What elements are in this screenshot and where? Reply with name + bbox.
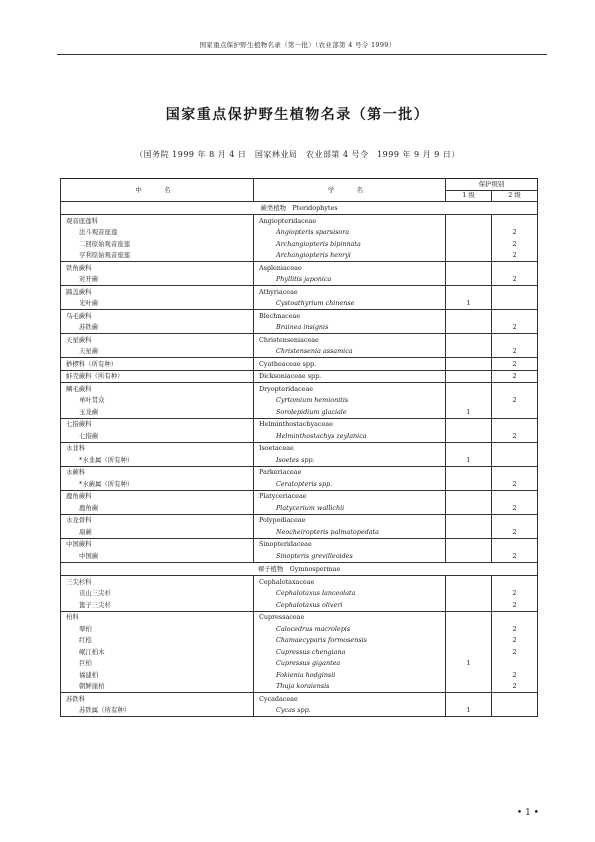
species-chinese-name: 巨柏 <box>61 658 254 670</box>
group-label: 蕨类植物 Pteridophytes <box>61 202 538 215</box>
level-2-cell <box>492 383 538 395</box>
species-scientific-name: Cycas spp. <box>254 705 446 717</box>
level-2-cell <box>492 298 538 310</box>
species-chinese-name: 贡山三尖杉 <box>61 588 254 600</box>
level-2-cell: 2 <box>492 646 538 658</box>
level-2-cell: 2 <box>492 370 538 383</box>
table-header <box>61 179 538 202</box>
species-row <box>61 322 538 334</box>
family-scientific-name: Dicksoniaceae spp. <box>254 370 446 383</box>
level-2-cell <box>492 514 538 526</box>
species-scientific-name: Cystoathyrium chinense <box>254 298 446 310</box>
family-row <box>61 418 538 430</box>
species-chinese-name: *水蕨属（所有种） <box>61 478 254 490</box>
family-row <box>61 514 538 526</box>
species-chinese-name: 鹿角蕨 <box>61 502 254 514</box>
family-chinese-name: 中国蕨科 <box>61 538 254 550</box>
level-1-cell <box>446 526 492 538</box>
level-1-cell <box>446 227 492 239</box>
species-scientific-name: Brainea insignis <box>254 322 446 334</box>
species-row <box>61 298 538 310</box>
species-scientific-name: Fokienia hodginsii <box>254 669 446 681</box>
level-1-cell <box>446 514 492 526</box>
level-2-cell: 2 <box>492 346 538 358</box>
level-1-cell: 1 <box>446 658 492 670</box>
level-2-cell <box>492 334 538 346</box>
level-2-cell <box>492 490 538 502</box>
species-scientific-name: Cephalotaxus oliveri <box>254 599 446 611</box>
species-scientific-name: Cupressus gigantea <box>254 658 446 670</box>
family-row <box>61 358 538 371</box>
level-1-cell <box>446 250 492 262</box>
level-2-cell <box>492 538 538 550</box>
species-chinese-name: 苏铁属（所有种） <box>61 705 254 717</box>
species-row <box>61 346 538 358</box>
header-level-1: 1 级 <box>446 190 492 202</box>
species-row <box>61 588 538 600</box>
family-row <box>61 262 538 274</box>
level-2-cell <box>492 286 538 298</box>
species-row <box>61 646 538 658</box>
species-row <box>61 526 538 538</box>
species-chinese-name: 苏铁蕨 <box>61 322 254 334</box>
species-chinese-name: 七指蕨 <box>61 430 254 442</box>
species-scientific-name: Phyllitis japonica <box>254 274 446 286</box>
level-1-cell <box>446 681 492 693</box>
family-row <box>61 370 538 383</box>
species-scientific-name: Thuja koraiensis <box>254 681 446 693</box>
species-chinese-name: 玉龙蕨 <box>61 406 254 418</box>
level-1-cell <box>446 310 492 322</box>
species-scientific-name: Archangiopteris bipinnata <box>254 238 446 250</box>
family-chinese-name: 鳞毛蕨科 <box>61 383 254 395</box>
species-row <box>61 669 538 681</box>
level-1-cell <box>446 215 492 227</box>
species-row <box>61 227 538 239</box>
level-2-cell <box>492 658 538 670</box>
level-1-cell <box>446 383 492 395</box>
level-2-cell: 2 <box>492 358 538 371</box>
species-chinese-name: 红桧 <box>61 635 254 647</box>
level-2-cell: 2 <box>492 669 538 681</box>
level-1-cell <box>446 442 492 454</box>
level-1-cell <box>446 262 492 274</box>
level-1-cell <box>446 538 492 550</box>
level-1-cell <box>446 478 492 490</box>
species-scientific-name: Calocedrus macrolepis <box>254 623 446 635</box>
family-scientific-name: Parkeriaceae <box>254 466 446 478</box>
family-row <box>61 466 538 478</box>
family-row <box>61 215 538 227</box>
species-row <box>61 502 538 514</box>
level-2-cell <box>492 310 538 322</box>
family-scientific-name: Cupressaceae <box>254 611 446 623</box>
species-row <box>61 705 538 717</box>
document-subtitle: （国务院 1999 年 8 月 4 日 国家林业局 农业部第 4 号令 1999 年 9 月 9 日） <box>135 150 460 159</box>
level-1-cell <box>446 693 492 705</box>
species-chinese-name: 扇蕨 <box>61 526 254 538</box>
family-chinese-name: 天星蕨科 <box>61 334 254 346</box>
species-row <box>61 238 538 250</box>
level-1-cell <box>446 370 492 383</box>
species-scientific-name: Sinopteris grevilleoides <box>254 550 446 562</box>
species-row <box>61 681 538 693</box>
species-chinese-name: 中国蕨 <box>61 550 254 562</box>
species-row <box>61 550 538 562</box>
family-chinese-name: 苏铁科 <box>61 693 254 705</box>
group-label: 裸子植物 Gymnospermae <box>61 562 538 575</box>
family-chinese-name: 乌毛蕨科 <box>61 310 254 322</box>
level-2-cell <box>492 693 538 705</box>
family-scientific-name: Cyatheaceae spp. <box>254 358 446 371</box>
level-1-cell: 1 <box>446 705 492 717</box>
species-row <box>61 658 538 670</box>
family-scientific-name: Helminthostachyaceae <box>254 418 446 430</box>
level-2-cell: 2 <box>492 395 538 407</box>
species-chinese-name: 法斗观音座莲 <box>61 227 254 239</box>
level-1-cell: 1 <box>446 454 492 466</box>
level-1-cell <box>446 286 492 298</box>
family-scientific-name: Dryopteridaceae <box>254 383 446 395</box>
family-scientific-name: Platyceriaceae <box>254 490 446 502</box>
family-scientific-name: Isoetaceae <box>254 442 446 454</box>
family-row <box>61 693 538 705</box>
level-2-cell <box>492 611 538 623</box>
header-scientific-name: 学 名 <box>254 179 446 202</box>
level-1-cell: 1 <box>446 406 492 418</box>
level-2-cell: 2 <box>492 599 538 611</box>
species-scientific-name: Cephalotaxus lanceolata <box>254 588 446 600</box>
group-row <box>61 202 538 215</box>
family-chinese-name: 观音座莲科 <box>61 215 254 227</box>
level-1-cell <box>446 550 492 562</box>
level-2-cell <box>492 466 538 478</box>
family-scientific-name: Cycadaceae <box>254 693 446 705</box>
family-chinese-name: 蹄盖蕨科 <box>61 286 254 298</box>
species-row <box>61 599 538 611</box>
level-2-cell <box>492 406 538 418</box>
family-scientific-name: Blechnaceae <box>254 310 446 322</box>
family-scientific-name: Angiopteridaceae <box>254 215 446 227</box>
family-chinese-name: 柏科 <box>61 611 254 623</box>
header-level-2: 2 级 <box>492 190 538 202</box>
species-scientific-name: Neocheiropteris palmatopedata <box>254 526 446 538</box>
species-row <box>61 623 538 635</box>
level-1-cell <box>446 646 492 658</box>
page-number: • 1 • <box>516 808 539 818</box>
family-row <box>61 576 538 588</box>
family-chinese-name: 水龙骨科 <box>61 514 254 526</box>
level-2-cell: 2 <box>492 274 538 286</box>
species-chinese-name: 翠柏 <box>61 623 254 635</box>
species-scientific-name: Angiopteris sparsisora <box>254 227 446 239</box>
family-chinese-name: 七指蕨科 <box>61 418 254 430</box>
level-1-cell <box>446 334 492 346</box>
species-row <box>61 635 538 647</box>
table-body <box>61 202 538 717</box>
level-2-cell: 2 <box>492 502 538 514</box>
species-row <box>61 406 538 418</box>
level-1-cell <box>446 635 492 647</box>
species-chinese-name: 亨利原始观音座莲 <box>61 250 254 262</box>
family-scientific-name: Sinopteridaceae <box>254 538 446 550</box>
species-chinese-name: 福建柏 <box>61 669 254 681</box>
level-2-cell: 2 <box>492 550 538 562</box>
species-row <box>61 430 538 442</box>
family-scientific-name: Christenseniaceae <box>254 334 446 346</box>
level-2-cell: 2 <box>492 227 538 239</box>
running-head: 国家重点保护野生植物名录（第一批）（农业部第 4 号令 1999） <box>199 41 396 49</box>
level-2-cell: 2 <box>492 250 538 262</box>
species-chinese-name: 对开蕨 <box>61 274 254 286</box>
species-chinese-name: 光叶蕨 <box>61 298 254 310</box>
family-row <box>61 490 538 502</box>
species-chinese-name: 岷江柏木 <box>61 646 254 658</box>
level-2-cell: 2 <box>492 635 538 647</box>
level-2-cell <box>492 705 538 717</box>
level-1-cell <box>446 346 492 358</box>
level-1-cell <box>446 490 492 502</box>
level-2-cell <box>492 418 538 430</box>
species-scientific-name: Isoetes spp. <box>254 454 446 466</box>
family-scientific-name: Cephalotaxaceae <box>254 576 446 588</box>
level-1-cell <box>446 430 492 442</box>
family-row <box>61 442 538 454</box>
family-chinese-name: 水蕨科 <box>61 466 254 478</box>
family-chinese-name: 蚌壳蕨科（所有种） <box>61 370 254 383</box>
family-row <box>61 286 538 298</box>
level-2-cell: 2 <box>492 430 538 442</box>
level-2-cell <box>492 442 538 454</box>
species-scientific-name: Cyrtomium hemionitis <box>254 395 446 407</box>
level-1-cell <box>446 611 492 623</box>
species-scientific-name: Platycerium wallichii <box>254 502 446 514</box>
header-chinese-name: 中 名 <box>61 179 254 202</box>
family-scientific-name: Athyriaceae <box>254 286 446 298</box>
level-1-cell <box>446 358 492 371</box>
species-chinese-name: 篦子三尖杉 <box>61 599 254 611</box>
level-2-cell <box>492 262 538 274</box>
family-chinese-name: 桫椤科（所有种） <box>61 358 254 371</box>
family-chinese-name: 鹿角蕨科 <box>61 490 254 502</box>
level-2-cell: 2 <box>492 681 538 693</box>
species-chinese-name: 二回原始观音座莲 <box>61 238 254 250</box>
species-row <box>61 395 538 407</box>
species-scientific-name: Chamaecyparis formosensis <box>254 635 446 647</box>
species-scientific-name: Archangiopteris henryi <box>254 250 446 262</box>
group-row <box>61 562 538 575</box>
level-2-cell <box>492 454 538 466</box>
species-row <box>61 250 538 262</box>
family-chinese-name: 铁角蕨科 <box>61 262 254 274</box>
species-row <box>61 478 538 490</box>
family-row <box>61 611 538 623</box>
species-scientific-name: Sorolepidium glaciale <box>254 406 446 418</box>
family-chinese-name: 三尖杉科 <box>61 576 254 588</box>
level-2-cell <box>492 215 538 227</box>
species-scientific-name: Cupressus chengiana <box>254 646 446 658</box>
level-2-cell: 2 <box>492 478 538 490</box>
family-scientific-name: Polypodiaceae <box>254 514 446 526</box>
family-chinese-name: 水韭科 <box>61 442 254 454</box>
level-1-cell: 1 <box>446 298 492 310</box>
protected-plants-table <box>60 178 538 717</box>
family-row <box>61 383 538 395</box>
level-1-cell <box>446 623 492 635</box>
family-scientific-name: Aspleniaceae <box>254 262 446 274</box>
species-chinese-name: 天星蕨 <box>61 346 254 358</box>
species-chinese-name: 单叶贯众 <box>61 395 254 407</box>
family-row <box>61 334 538 346</box>
species-scientific-name: Helminthostachys zeylanica <box>254 430 446 442</box>
level-1-cell <box>446 274 492 286</box>
document-title: 国家重点保护野生植物名录（第一批） <box>165 107 430 123</box>
level-2-cell: 2 <box>492 588 538 600</box>
level-1-cell <box>446 502 492 514</box>
level-1-cell <box>446 322 492 334</box>
level-1-cell <box>446 418 492 430</box>
level-1-cell <box>446 669 492 681</box>
level-1-cell <box>446 395 492 407</box>
species-chinese-name: *水韭属（所有种） <box>61 454 254 466</box>
level-1-cell <box>446 238 492 250</box>
species-row <box>61 454 538 466</box>
level-2-cell <box>492 576 538 588</box>
species-chinese-name: 朝鲜崖柏 <box>61 681 254 693</box>
header-rule <box>57 54 547 55</box>
level-1-cell <box>446 588 492 600</box>
species-row <box>61 274 538 286</box>
level-2-cell: 2 <box>492 322 538 334</box>
level-2-cell: 2 <box>492 526 538 538</box>
species-scientific-name: Ceratopteris spp. <box>254 478 446 490</box>
level-2-cell: 2 <box>492 623 538 635</box>
family-row <box>61 538 538 550</box>
species-scientific-name: Christensenia assamica <box>254 346 446 358</box>
level-1-cell <box>446 599 492 611</box>
level-1-cell <box>446 466 492 478</box>
level-2-cell: 2 <box>492 238 538 250</box>
header-protection-level: 保护级别 <box>446 179 538 191</box>
level-1-cell <box>446 576 492 588</box>
family-row <box>61 310 538 322</box>
